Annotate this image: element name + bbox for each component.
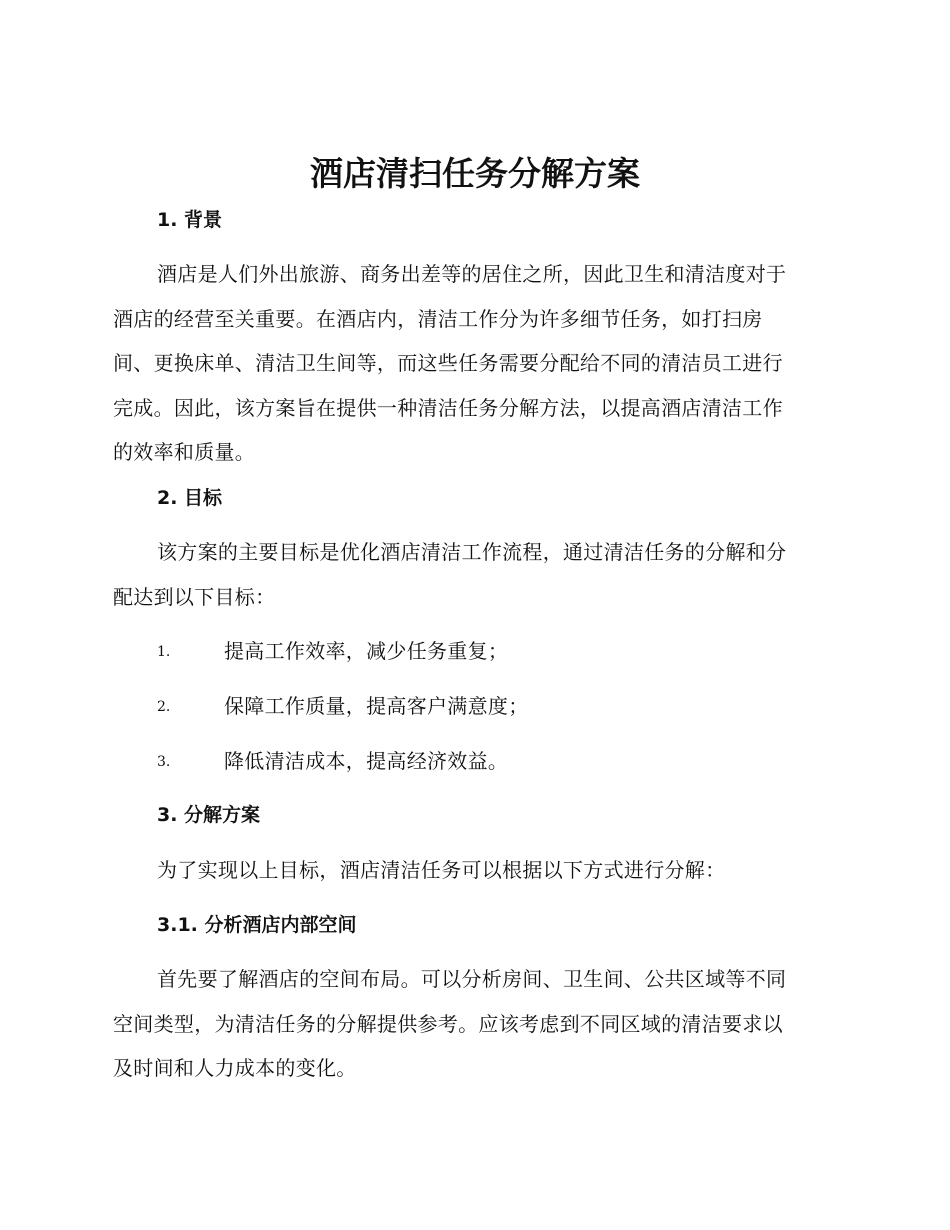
- paragraph-line: 的效率和质量。: [113, 440, 256, 464]
- list-item: [157, 746, 837, 776]
- list-number: 3.: [157, 754, 171, 770]
- paragraph-line: 间、更换床单、清洁卫生间等，而这些任务需要分配给不同的清洁员工进行: [113, 351, 783, 375]
- paragraph-line: 酒店的经营至关重要。在酒店内，清洁工作分为许多细节任务，如打扫房: [113, 306, 763, 331]
- paragraph-line: 首先要了解酒店的空间布局。可以分析房间、卫生间、公共区域等不同: [157, 967, 787, 991]
- list-number: 1.: [157, 644, 171, 660]
- section-heading-background: 1. 背景: [157, 209, 223, 231]
- paragraph-line: 及时间和人力成本的变化。: [113, 1056, 357, 1080]
- paragraph-line: 为了实现以上目标，酒店清洁任务可以根据以下方式进行分解：: [157, 858, 726, 882]
- list-item: [157, 636, 837, 666]
- list-text: 提高工作效率，减少任务重复；: [224, 639, 509, 663]
- paragraph-line: 酒店是人们外出旅游、商务出差等的居住之所，因此卫生和清洁度对于: [157, 262, 787, 286]
- paragraph-line: 完成。因此，该方案旨在提供一种清洁任务分解方法，以提高酒店清洁工作: [113, 395, 783, 420]
- list-text: 保障工作质量，提高客户满意度；: [224, 694, 529, 718]
- paragraph-line: 该方案的主要目标是优化酒店清洁工作流程，通过清洁任务的分解和分: [157, 540, 787, 564]
- document-title: 酒店清扫任务分解方案: [310, 154, 640, 193]
- goals-paragraph: [113, 530, 835, 619]
- section-heading-goals: 2. 目标: [157, 487, 223, 509]
- section-heading-plan: 3. 分解方案: [157, 804, 261, 826]
- background-paragraph: [113, 252, 835, 475]
- list-number: 2.: [157, 699, 171, 715]
- subsection-heading-space-analysis: 3.1. 分析酒店内部空间: [157, 914, 357, 936]
- paragraph-line: 配达到以下目标：: [113, 584, 276, 609]
- plan-intro-paragraph: [113, 848, 835, 893]
- paragraph-line: 空间类型，为清洁任务的分解提供参考。应该考虑到不同区域的清洁要求以: [113, 1011, 783, 1036]
- list-text: 降低清洁成本，提高经济效益。: [224, 749, 509, 773]
- space-analysis-paragraph: [113, 957, 835, 1091]
- list-item: [157, 691, 837, 721]
